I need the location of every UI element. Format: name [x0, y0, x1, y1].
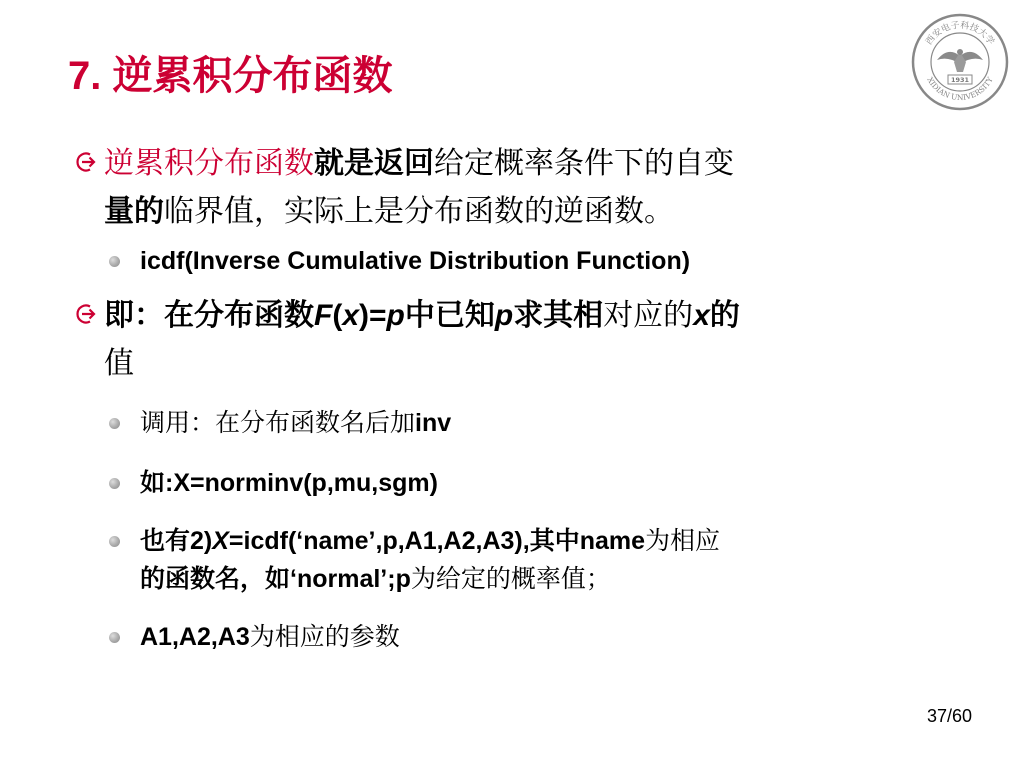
- bold-text: 即：: [104, 299, 164, 332]
- text: 为相应: [645, 527, 721, 555]
- text: 临界值，实际上是分布函数的逆函数。: [164, 195, 674, 228]
- gray-dot-icon: [109, 632, 120, 643]
- math-var: p: [494, 299, 514, 332]
- sub-bullet-example: [60, 464, 960, 502]
- bullet-list: [60, 140, 960, 656]
- bold-text: A1,A2,A3: [140, 623, 250, 651]
- sub-bullet-params: [60, 618, 960, 656]
- university-emblem-icon: [910, 12, 1010, 112]
- text: 为给定的概率值；: [410, 565, 611, 593]
- bold-text: inv: [415, 409, 452, 437]
- bullet-definition: [60, 140, 960, 236]
- bold-text: (: [332, 299, 343, 332]
- circled-arrow-icon: [74, 150, 98, 174]
- gray-dot-icon: [109, 256, 120, 267]
- sub-bullet-usage: [60, 404, 960, 442]
- bold-text: 在分布函数: [164, 299, 314, 332]
- bold-text: 的函数名，: [140, 565, 266, 593]
- math-var: x: [693, 299, 710, 332]
- sub-bullet-icdf-usage: [60, 522, 960, 598]
- gray-dot-icon: [109, 478, 120, 489]
- bold-text: =icdf(‘name’,p,A1,A2,A3),其中name: [228, 527, 645, 555]
- bullet-meaning: [60, 292, 960, 388]
- circled-arrow-icon: [74, 302, 98, 326]
- bold-text: 也有2): [140, 527, 213, 555]
- bold-text: 就是返回: [314, 147, 434, 180]
- text: 值: [104, 347, 134, 380]
- text: 调用：在分布函数名后加: [140, 409, 416, 437]
- bold-text: 中已知: [404, 299, 495, 332]
- text: 为相应的参数: [249, 623, 400, 651]
- bold-text: 的: [709, 299, 740, 332]
- bold-text: 求其相: [513, 299, 604, 332]
- bold-text: )=: [359, 299, 387, 332]
- term-highlight: 逆累积分布函数: [104, 147, 314, 180]
- math-var: x: [342, 299, 360, 332]
- text: 给定概率条件下的自变: [434, 147, 734, 180]
- math-var: X: [212, 527, 229, 555]
- logo-year: 1931: [950, 76, 970, 84]
- text: icdf(Inverse Cumulative Distribution Function): [140, 247, 691, 275]
- logo-top-text: 西安电子科技大学: [924, 20, 996, 48]
- slide-title: 7. 逆累积分布函数: [68, 54, 393, 98]
- bold-text: 量的: [104, 195, 164, 228]
- math-var: F: [314, 299, 333, 332]
- sub-bullet-icdf: [60, 242, 960, 280]
- gray-dot-icon: [109, 536, 120, 547]
- logo-bottom-text: XIDIAN UNIVERSITY: [925, 75, 995, 103]
- text: 对应的: [603, 299, 694, 332]
- bold-text: 如‘normal’;p: [265, 565, 411, 593]
- page-number: 37/60: [926, 706, 972, 726]
- math-var: p: [386, 299, 405, 332]
- gray-dot-icon: [109, 418, 120, 429]
- bold-text: 如:X=norminv(p,mu,sgm): [140, 469, 438, 497]
